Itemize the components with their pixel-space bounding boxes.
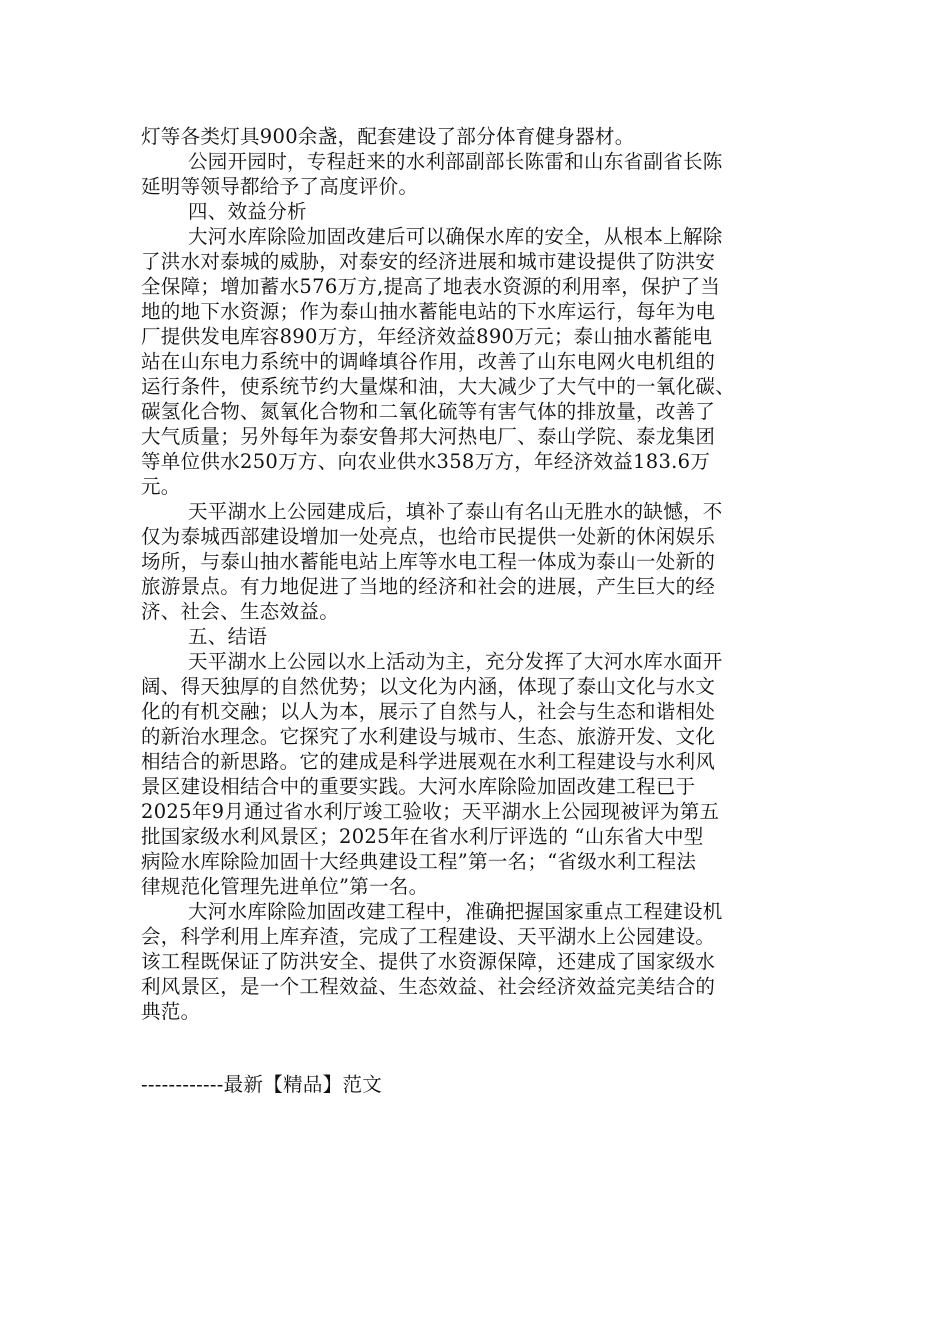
text-line: 2025年9月通过省水利厅竣工验收；天平湖水上公园现被评为第五 — [141, 800, 720, 823]
text-line: 相结合的新思路。它的建成是科学进展观在水利工程建设与水利风 — [141, 750, 716, 773]
text-line: 该工程既保证了防洪安全、提供了水资源保障，还建成了国家级水 — [141, 950, 716, 973]
text-line: 延明等领导都给予了高度评价。 — [141, 175, 419, 198]
text-line: 全保障；增加蓄水576万方,提高了地表水资源的利用率，保护了当 — [141, 275, 721, 298]
text-line: 厂提供发电库容890万方，年经济效益890万元；泰山抽水蓄能电 — [141, 325, 713, 348]
text-line: 旅游景点。有力地促进了当地的经济和社会的进展，产生巨大的经 — [141, 575, 716, 598]
text-line: 典范。 — [141, 1000, 201, 1023]
text-line: 利风景区，是一个工程效益、生态效益、社会经济效益完美结合的 — [141, 975, 716, 998]
text-line: 地的地下水资源；作为泰山抽水蓄能电站的下水库运行，每年为电 — [141, 300, 716, 323]
text-line: 了洪水对泰城的威胁，对泰安的经济进展和城市建设提供了防洪安 — [141, 250, 716, 273]
text-line: 等单位供水250万方、向农业供水358万方，年经济效益183.6万 — [141, 450, 711, 473]
text-line: 律规范化管理先进单位”第一名。 — [141, 875, 429, 898]
text-line: 四、效益分析 — [188, 200, 307, 223]
text-line: 天平湖水上公园建成后，填补了泰山有名山无胜水的缺憾，不 — [188, 500, 723, 523]
text-line: 灯等各类灯具900余盏，配套建设了部分体育健身器材。 — [141, 125, 635, 148]
text-line: 站在山东电力系统中的调峰填谷作用，改善了山东电网火电机组的 — [141, 350, 716, 373]
text-line: 公园开园时，专程赶来的水利部副部长陈雷和山东省副省长陈 — [188, 150, 723, 173]
footer-text: ------------最新【精品】范文 — [141, 1073, 383, 1096]
text-line: 病险水库除险加固十大经典建设工程”第一名；“省级水利工程法 — [141, 850, 697, 873]
text-line: 的新治水理念。它探究了水利建设与城市、生态、旅游开发、文化 — [141, 725, 716, 748]
text-line: 元。 — [141, 475, 181, 498]
text-line: 景区建设相结合中的重要实践。大河水库除险加固改建工程已于 — [141, 775, 696, 798]
text-line: 大河水库除险加固改建工程中，准确把握国家重点工程建设机 — [188, 900, 723, 923]
text-line: 五、结语 — [188, 625, 268, 648]
text-line: 大河水库除险加固改建后可以确保水库的安全，从根本上解除 — [188, 225, 723, 248]
text-line: 化的有机交融；以人为本，展示了自然与人，社会与生态和谐相处 — [141, 700, 716, 723]
document-body — [141, 124, 805, 1024]
text-line: 会，科学利用上库弃渣，完成了工程建设、天平湖水上公园建设。 — [141, 925, 716, 948]
text-line: 大气质量；另外每年为泰安鲁邦大河热电厂、泰山学院、泰龙集团 — [141, 425, 716, 448]
text-line: 济、社会、生态效益。 — [141, 600, 340, 623]
text-line: 阔、得天独厚的自然优势；以文化为内涵，体现了泰山文化与水文 — [141, 675, 716, 698]
text-line: 碳氢化合物、氮氧化合物和二氧化硫等有害气体的排放量，改善了 — [141, 400, 716, 423]
text-line: 仅为泰城西部建设增加一处亮点，也给市民提供一处新的休闲娱乐 — [141, 525, 716, 548]
text-line: 天平湖水上公园以水上活动为主，充分发挥了大河水库水面开 — [188, 650, 723, 673]
text-line: 批国家级水利风景区；2025年在省水利厅评选的 “山东省大中型 — [141, 825, 704, 848]
text-line: 运行条件，使系统节约大量煤和油，大大减少了大气中的一氧化碳、 — [141, 375, 736, 398]
text-line: 场所，与泰山抽水蓄能电站上库等水电工程一体成为泰山一处新的 — [141, 550, 716, 573]
